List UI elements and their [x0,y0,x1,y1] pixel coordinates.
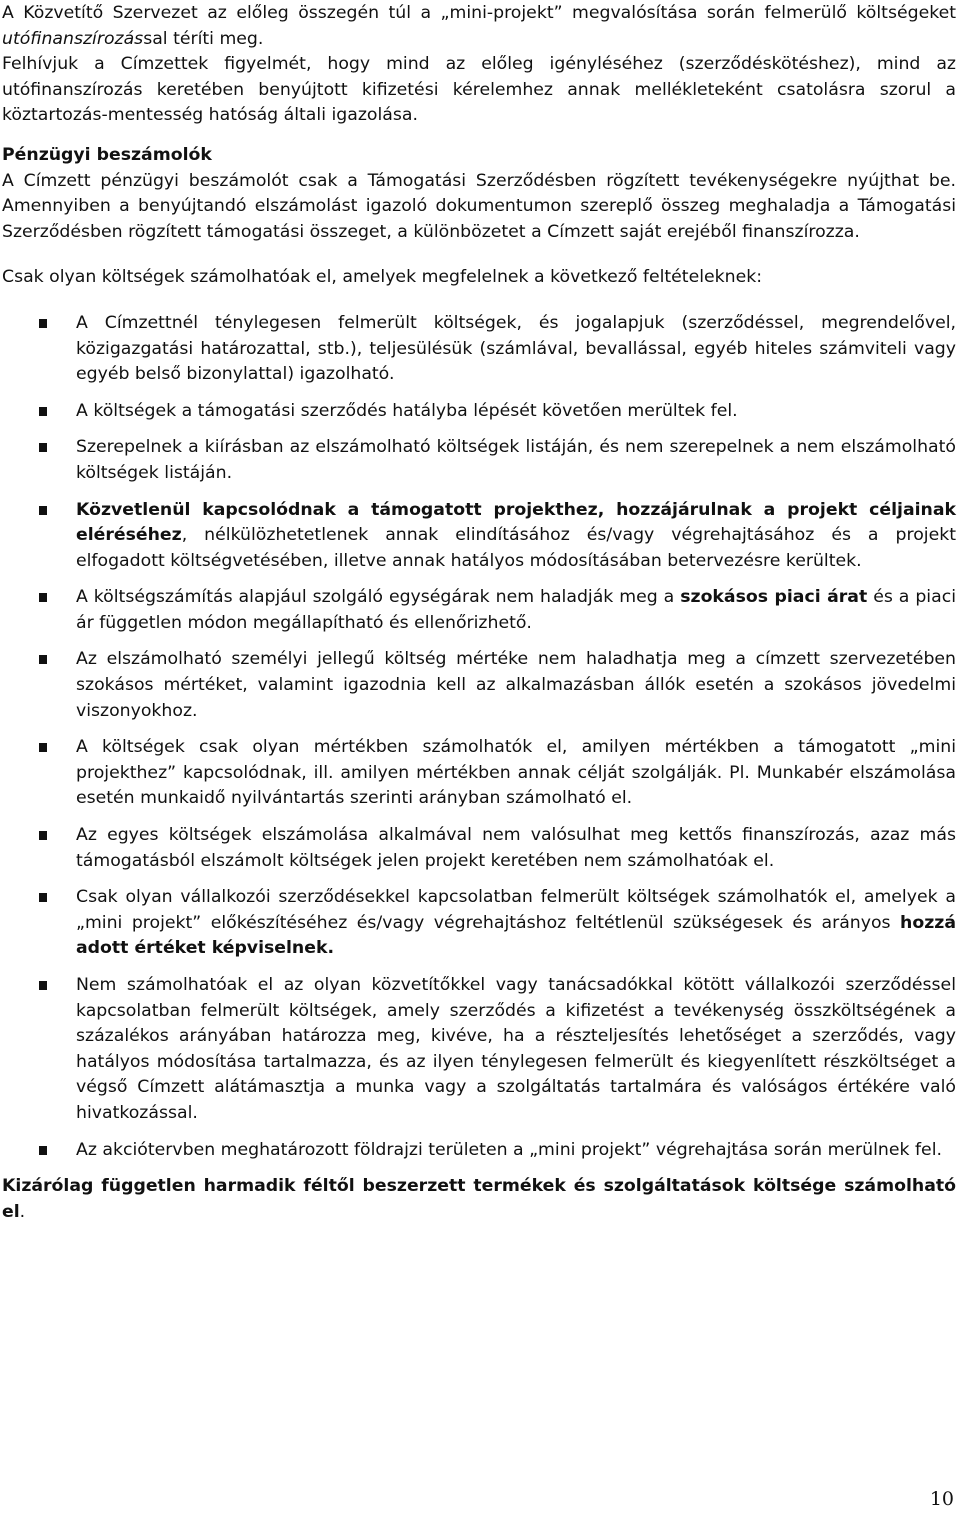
list-item [2,647,956,724]
text-run: és a piaci ár független módon megállapítható és ellenőrizhető. [76,587,956,633]
section-heading: Pénzügyi beszámolók [2,144,212,165]
text-run: Az elszámolható személyi jellegű költség mértéke nem haladhatja meg a címzett szervezetében szokásos mértéket, valamint igazodnia kell az alkalmazásban állók esetén a szokásos jövedelmi viszonyokhoz. [76,649,956,721]
square-bullet-icon [39,593,47,602]
square-bullet-icon [39,443,47,452]
text-run: Az egyes költségek elszámolása alkalmával nem valósulhat meg kettős finanszírozás, azaz más támogatásból elszámolt költségek jelen projekt keretében nem számolhatóak el. [76,825,956,871]
list-item [2,399,956,425]
conditions-intro-paragraph [2,265,956,291]
list-item [2,435,956,486]
square-bullet-icon [39,981,47,990]
square-bullet-icon [39,893,47,902]
text-run: A költségszámítás alapjául szolgáló egységárak nem haladják meg a [76,587,681,608]
list-item [2,1138,956,1164]
text-run: A költségek csak olyan mértékben számolhatók el, amilyen mértékben a támogatott „mini projekthez” kapcsolódnak, ill. amilyen mértékben annak célját szolgálják. Pl. Munkabér elszámolása esetén munkaidő nyilvántartás szerinti arányban számolható el. [76,737,956,809]
bold-text-run: hozzá adott értéket képviselnek. [76,912,956,959]
conclusion-paragraph [2,1174,956,1225]
text-run: A Címzettnél ténylegesen felmerült költségek, és jogalapjuk (szerződéssel, megrendelővel, közigazgatási határozattal, stb.), teljesülésük (számlával, bevallással, egyéb hiteles számviteli vagy egyéb belső bizonylattal) igazolható. [76,312,956,385]
text-run: Csak olyan költségek számolhatóak el, amelyek megfelelnek a következő feltételeknek: [2,267,763,288]
bold-text-run: Kizárólag független harmadik féltől beszerzett termékek és szolgáltatások költsége számolható el [2,1176,956,1222]
text-run: sal téríti meg. [143,28,264,49]
bold-text-run: Közvetlenül kapcsolódnak a támogatott projekthez, hozzájárulnak a projekt céljainak eléréséhez [76,499,956,546]
text-run: A költségek a támogatási szerződés hatályba lépését követően merültek fel. [76,400,738,421]
list-item [2,885,956,962]
list-item [2,823,956,874]
conditions-list [2,311,956,1163]
square-bullet-icon [39,831,47,840]
section-body-paragraph [2,169,956,246]
bold-text-run: szokásos piaci árat [680,587,868,608]
text-run: Az akciótervben meghatározott földrajzi területen a „mini projekt” végrehajtása során merülnek fel. [76,1139,942,1160]
list-item [2,973,956,1127]
list-item [2,498,956,575]
text-run: A Közvetítő Szervezet az előleg összegén túl a „mini-projekt” megvalósítása során felmerülő költségeket [2,3,956,23]
list-item [2,735,956,812]
square-bullet-icon [39,655,47,664]
square-bullet-icon [39,407,47,416]
square-bullet-icon [39,319,47,328]
square-bullet-icon [39,1146,47,1155]
text-run: Szerepelnek a kiírásban az elszámolható költségek listáján, és nem szerepelnek a nem elszámolható költségek listáján. [76,437,956,483]
text-run: . [19,1201,26,1222]
page-number: 10 [929,1488,954,1510]
intro-paragraph [2,1,956,52]
square-bullet-icon [39,506,47,515]
text-run: A Címzett pénzügyi beszámolót csak a Támogatási Szerződésben rögzített tevékenységekre nyújthat be. Amennyiben a benyújtandó elszámolást igazoló dokumentumon szereplő összeg meghaladja a Támogatási Szerződésben rögzített támogatási összeget, a különbözetet a Címzett saját erejéből finanszírozza. [2,170,956,242]
text-run: Felhívjuk a Címzettek figyelmét, hogy mind az előleg igényléséhez (szerződéskötéshez), mind az utófinanszírozás keretében benyújtott kifizetési kérelemhez annak mellékleteként csatolásra szorul a köztartozás-mentesség hatóság általi igazolása. [2,54,956,126]
list-item [2,585,956,636]
notice-paragraph [2,52,956,129]
text-run: Csak olyan vállalkozói szerződésekkel kapcsolatban felmerült költségek számolhatók el, amelyek a „mini projekt” előkészítéséhez és/vagy végrehajtáshoz feltétlenül szükségesek és arányos [76,887,956,933]
list-item [2,311,956,388]
italic-text-run: utófinanszírozás [2,28,144,49]
text-run: Nem számolhatóak el az olyan közvetítőkkel vagy tanácsadókkal kötött vállalkozói szerződéssel kapcsolatban felmerült költségek, amely szerződés a kifizetést a tevékenység összköltségének a százalékos arányában határozza meg, kivéve, ha a részteljesítés lehetőséget a szerződés, vagy hatályos módosítása tartalmazza, és az ilyen ténylegesen felmerült és kiegyenlített részköltséget a végső Címzett alátámasztja a munka vagy a szolgáltatás tartalmára és valóságos értékére való hivatkozással. [76,975,956,1123]
square-bullet-icon [39,743,47,752]
document-page [2,1,956,1225]
text-run: , nélkülözhetetlenek annak elindításához és/vagy végrehajtásához és a projekt elfogadott költségvetésében, illetve annak hatályos módosításában betervezésre kerültek. [76,525,956,571]
